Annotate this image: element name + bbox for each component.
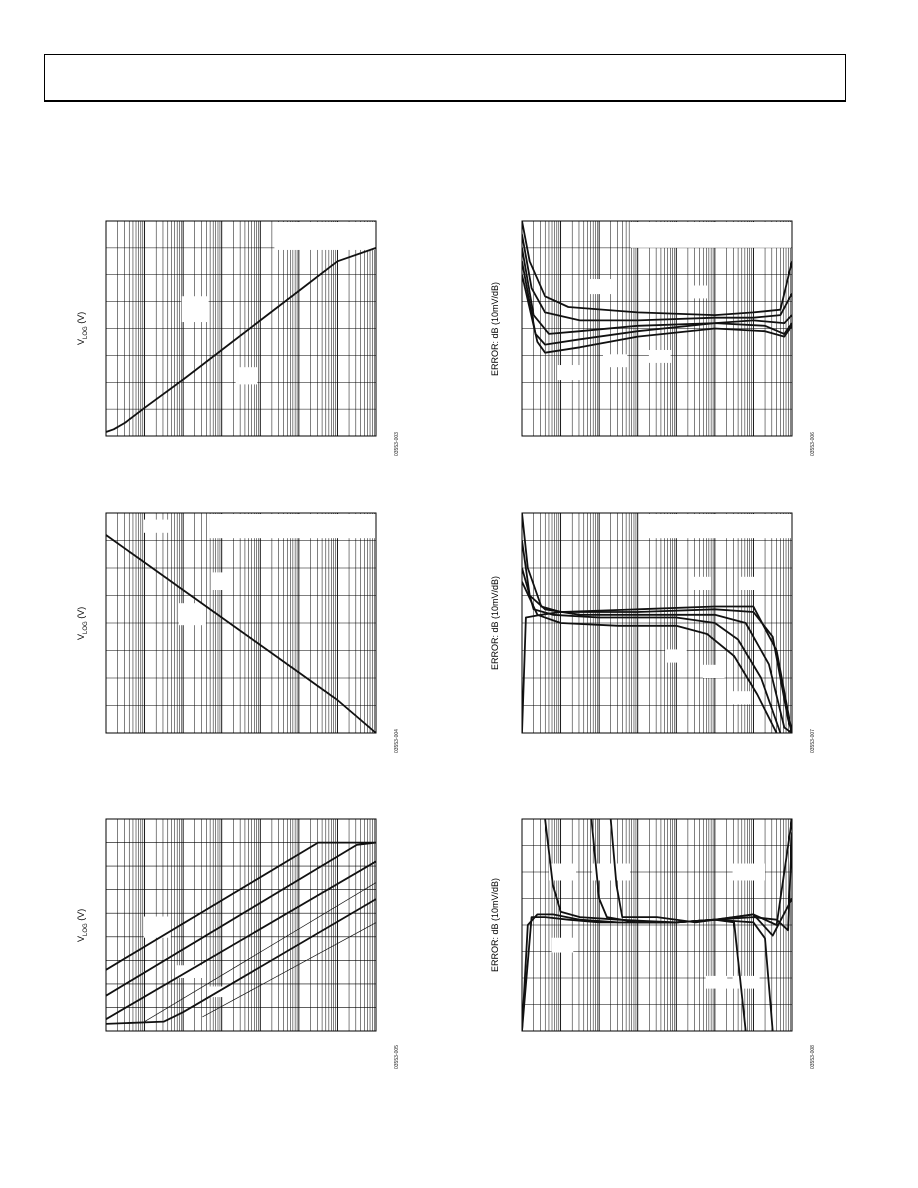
y-axis-label-subscript: LOG: [82, 326, 89, 339]
legend-box: [631, 222, 791, 248]
annotation-box: [549, 864, 576, 881]
y-axis-label: [76, 908, 89, 941]
plot-area: [106, 513, 376, 733]
annotation-box: [733, 976, 760, 989]
figure-id: 03553-003: [394, 432, 400, 456]
annotation-box: [552, 938, 574, 953]
figure-id: 03553-008: [810, 1045, 816, 1069]
y-axis-label-suffix: (V): [76, 908, 86, 923]
chart-vlog-vs-reference: [70, 510, 410, 755]
y-axis-label: ERROR: dB (10mV/dB): [490, 575, 500, 670]
chart-svg: [486, 510, 826, 755]
chart-error-vs-input-1: [486, 218, 826, 458]
y-axis-label-subscript: LOG: [82, 922, 89, 936]
y-axis-label-suffix: (V): [76, 311, 86, 327]
y-axis-label-prefix: V: [76, 633, 86, 640]
page-header-box: [44, 54, 846, 102]
y-axis-label-suffix: (V): [76, 606, 86, 621]
annotation-box: [557, 365, 581, 380]
chart-vlog-family: [70, 816, 410, 1071]
plot-area: [106, 221, 376, 436]
y-axis-label-prefix: V: [76, 935, 86, 942]
chart-svg: [70, 510, 410, 755]
annotation-box: [649, 350, 671, 363]
annotation-box: [727, 691, 751, 704]
legend-box: [274, 222, 375, 250]
chart-svg: [486, 816, 826, 1071]
chart-svg: [70, 816, 410, 1071]
plot-area: [522, 221, 792, 436]
y-axis-label: ERROR: dB (10mV/dB): [490, 877, 500, 972]
chart-svg: [486, 218, 826, 458]
annotation-box: [144, 520, 171, 533]
y-axis-label-subscript: LOG: [82, 620, 89, 634]
annotation-box: [689, 577, 711, 590]
legend-box: [210, 514, 375, 538]
annotation-box: [144, 917, 171, 938]
annotation-box: [706, 976, 728, 989]
chart-error-vs-input-2: [486, 510, 826, 755]
chart-error-vs-input-3: [486, 816, 826, 1071]
figure-id: 03553-007: [810, 729, 816, 753]
figure-id: 03553-004: [394, 729, 400, 753]
legend-box: [639, 514, 791, 538]
annotation-box: [741, 577, 760, 590]
chart-vlog-vs-input: [70, 218, 410, 458]
annotation-box: [689, 286, 708, 299]
y-axis-label: [76, 312, 89, 345]
y-axis-label: ERROR: dB (10mV/dB): [490, 281, 500, 376]
plot-area: [522, 819, 792, 1031]
figure-id: 03553-005: [394, 1045, 400, 1069]
annotation-box: [211, 572, 233, 590]
plot-area: [106, 819, 376, 1031]
annotation-box: [665, 649, 687, 662]
annotation-box: [703, 665, 725, 678]
annotation-box: [236, 367, 258, 384]
annotation-box: [590, 279, 614, 294]
y-axis-label: [76, 606, 89, 639]
annotation-box: [603, 354, 627, 367]
annotation-box: [179, 603, 206, 625]
annotation-box: [182, 296, 209, 322]
y-axis-label-prefix: V: [76, 338, 86, 345]
annotation-box: [733, 864, 765, 881]
chart-svg: [70, 218, 410, 458]
plot-area: [522, 513, 792, 733]
figure-id: 03553-006: [810, 432, 816, 456]
